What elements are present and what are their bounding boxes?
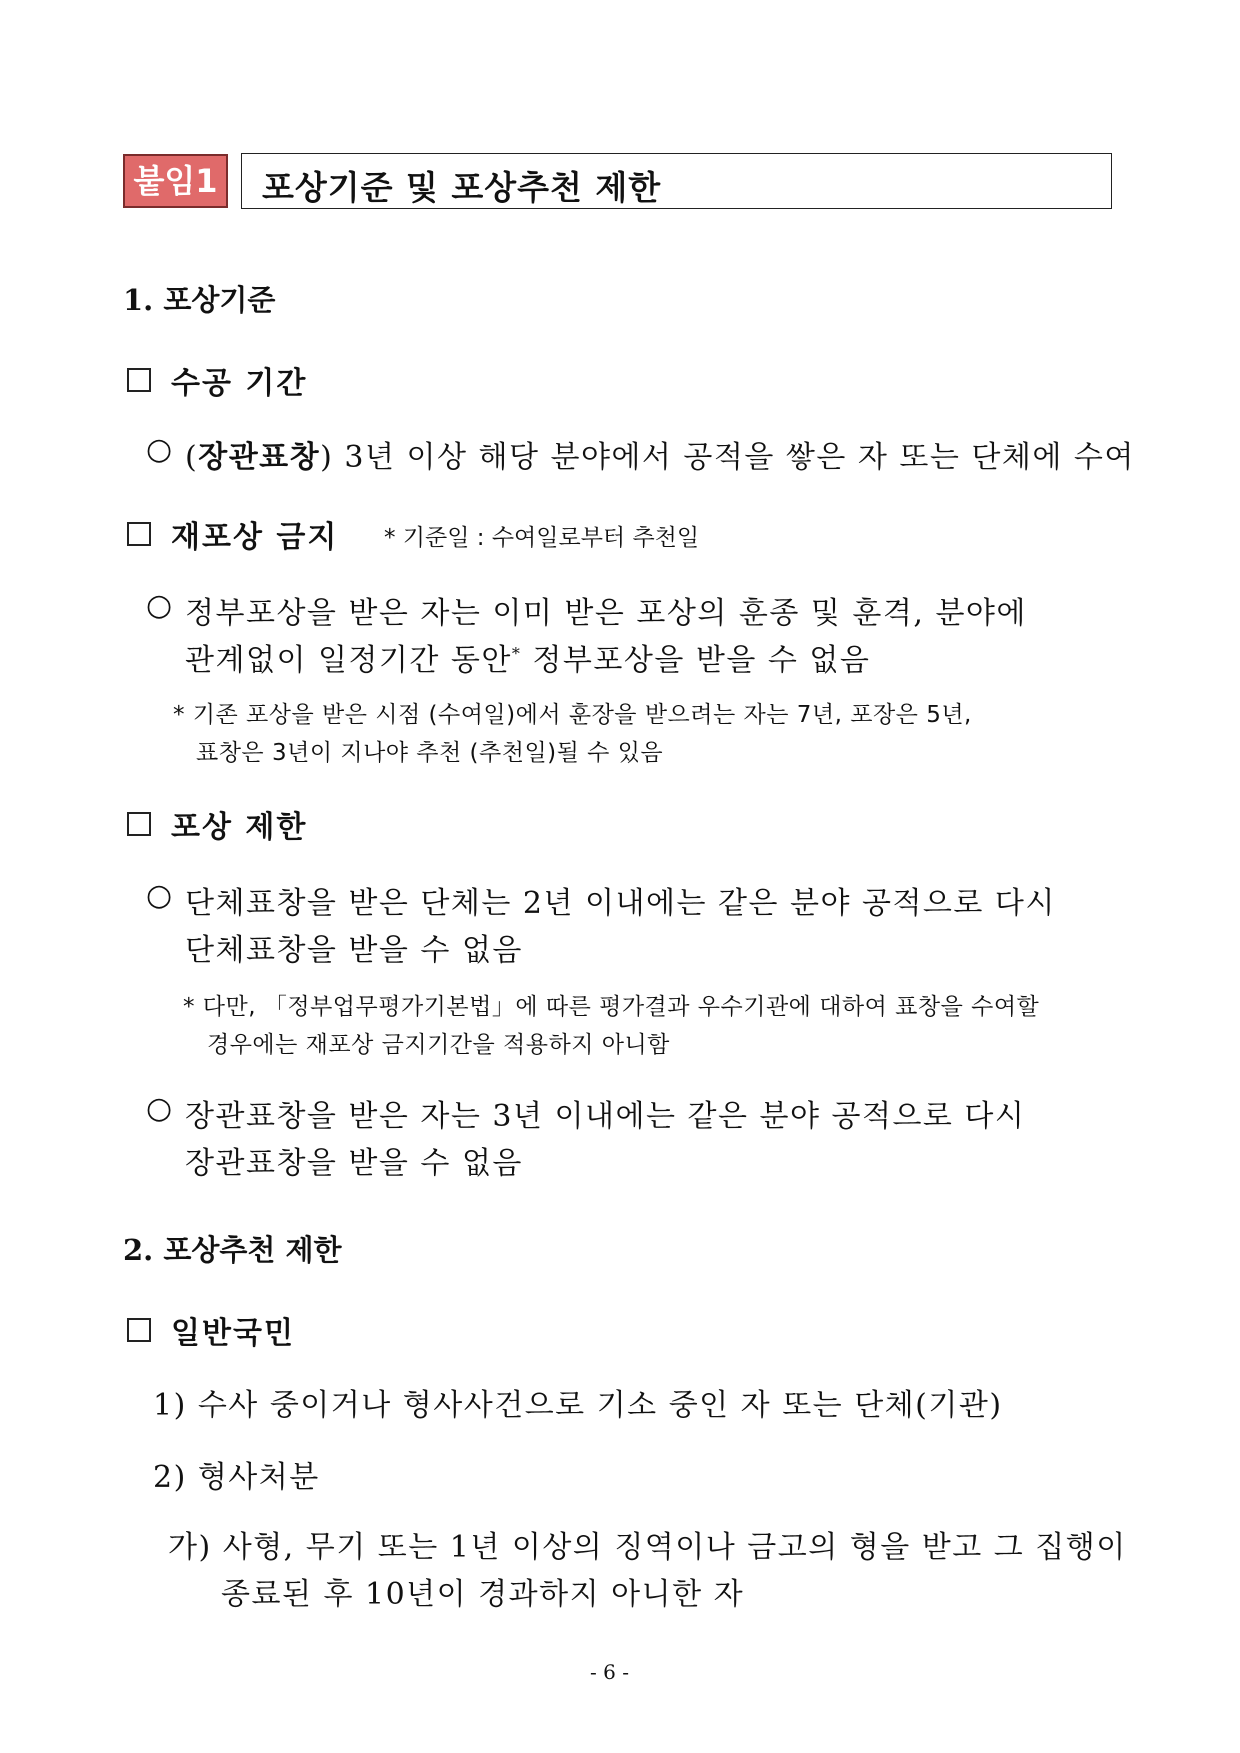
- page-title: 포상기준 및 포상추천 제한: [262, 168, 662, 207]
- bullet-circle: ○: [146, 1091, 173, 1126]
- reaward-footnote-line2: 표창은 3년이 지나야 추천 (추천일)될 수 있음: [196, 740, 664, 766]
- reaward-item-line1: 정부포상을 받은 자는 이미 받은 포상의 훈종 및 훈격, 분야에: [185, 596, 1027, 631]
- section-1-heading: 1. 포상기준: [123, 283, 276, 317]
- limit-item1-line2: 단체표창을 받을 수 없음: [185, 933, 523, 968]
- limit-item2-line1: 장관표창을 받은 자는 3년 이내에는 같은 분야 공적으로 다시: [185, 1099, 1026, 1134]
- checkbox-reaward: [127, 522, 151, 546]
- reaward-note: * 기준일 : 수여일로부터 추천일: [384, 525, 700, 551]
- limit-item2-line2: 장관표창을 받을 수 없음: [185, 1146, 523, 1181]
- page-number: - 6 -: [590, 1660, 629, 1684]
- attachment-tag: 붙임1: [123, 154, 228, 208]
- limit-footnote-line2: 경우에는 재포상 금지기간을 적용하지 아니함: [207, 1032, 670, 1058]
- checkbox-period: [127, 368, 151, 392]
- section-2-heading: 2. 포상추천 제한: [123, 1233, 342, 1267]
- general-sub-a-line2: 종료된 후 10년이 경과하지 아니한 자: [221, 1577, 745, 1612]
- limit-title: 포상 제한: [171, 810, 308, 845]
- period-item: (장관표창) 3년 이상 해당 분야에서 공적을 쌓은 자 또는 단체에 수여: [185, 440, 1135, 475]
- general-item1: 1) 수사 중이거나 형사사건으로 기소 중인 자 또는 단체(기관): [153, 1388, 1003, 1423]
- bullet-circle: ○: [146, 432, 173, 467]
- general-item2: 2) 형사처분: [153, 1460, 320, 1495]
- period-title: 수공 기간: [171, 366, 308, 401]
- checkbox-limit: [127, 812, 151, 836]
- reaward-footnote-line1: * 기존 포상을 받은 시점 (수여일)에서 훈장을 받으려는 자는 7년, 포장은 5년,: [173, 702, 972, 728]
- bullet-circle: ○: [146, 878, 173, 913]
- general-sub-a-line1: 가) 사형, 무기 또는 1년 이상의 징역이나 금고의 형을 받고 그 집행이: [168, 1530, 1127, 1565]
- limit-item1-line1: 단체표창을 받은 단체는 2년 이내에는 같은 분야 공적으로 다시: [185, 886, 1056, 921]
- reaward-title: 재포상 금지: [171, 520, 339, 555]
- general-title: 일반국민: [171, 1316, 295, 1351]
- reaward-item-line2: 관계없이 일정기간 동안* 정부포상을 받을 수 없음: [185, 643, 871, 678]
- bullet-circle: ○: [146, 588, 173, 623]
- limit-footnote-line1: * 다만, 「정부업무평가기본법」에 따른 평가결과 우수기관에 대하여 표창을 수여할: [183, 994, 1040, 1020]
- title-box: [241, 153, 1112, 209]
- checkbox-general: [127, 1318, 151, 1342]
